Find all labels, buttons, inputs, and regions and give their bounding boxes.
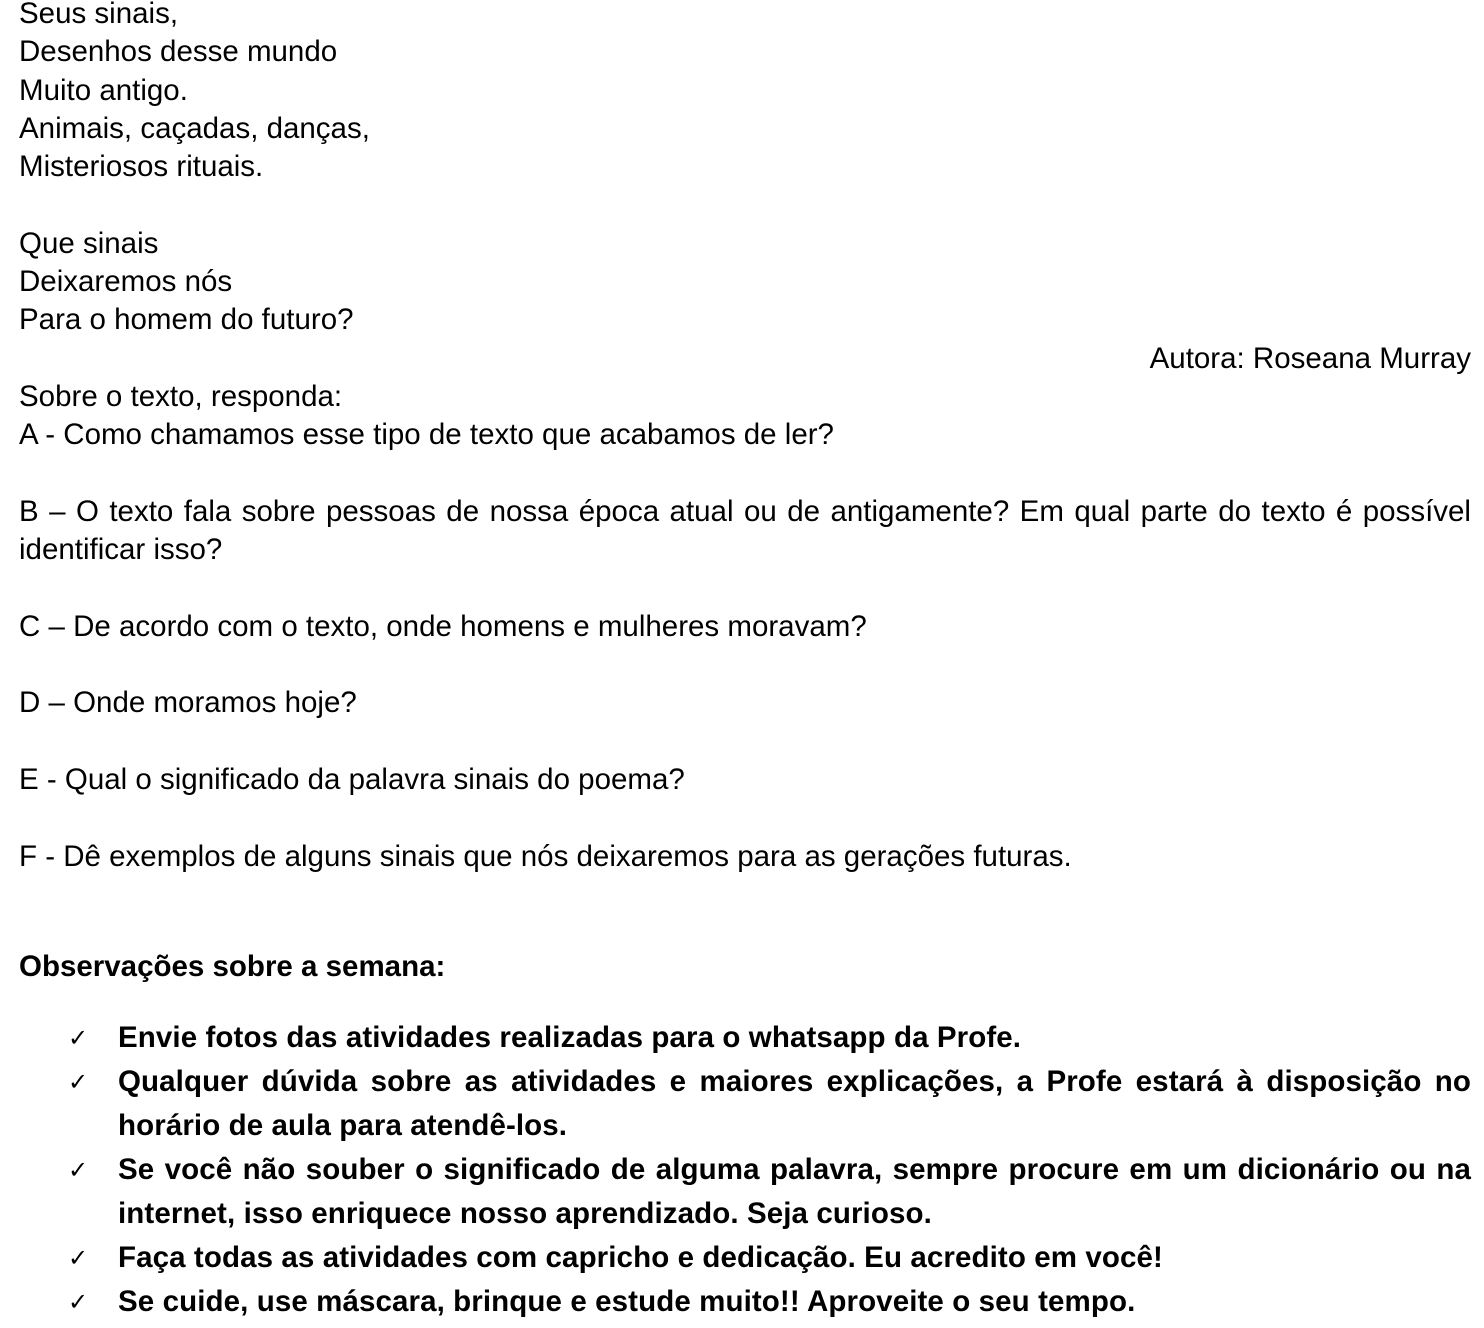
question-d: D – Onde moramos hoje? [19, 686, 357, 720]
poem-stanza-2 [19, 225, 1471, 340]
check-icon: ✓ [68, 1024, 89, 1053]
question-c: C – De acordo com o texto, onde homens e mulheres moravam? [19, 609, 867, 643]
poem-stanza-1 [19, 0, 1471, 186]
observations-list [19, 1016, 1471, 1324]
list-item-text: Se cuide, use máscara, brinque e estude muito!! Aproveite o seu tempo. [118, 1285, 1136, 1319]
poem-line: Muito antigo. [19, 73, 188, 107]
check-icon: ✓ [68, 1156, 89, 1185]
question-f: F - Dê exemplos de alguns sinais que nós deixaremos para as gerações futuras. [19, 839, 1072, 873]
poem-author: Autora: Roseana Murray [1149, 341, 1471, 375]
question-e: E - Qual o significado da palavra sinais do poema? [19, 762, 685, 796]
observations-heading: Observações sobre a semana: [19, 949, 446, 983]
list-item-text: Se você não souber o significado de alguma palavra, sempre procure em um dicionário ou na internet, isso enriquece nosso aprendizado. Seja curioso. [118, 1153, 1471, 1231]
question-a: A - Como chamamos esse tipo de texto que acabamos de ler? [19, 418, 834, 452]
poem-line: Seus sinais, [19, 0, 179, 30]
list-item [19, 1060, 1471, 1148]
list-item-text: Qualquer dúvida sobre as atividades e maiores explicações, a Profe estará à disposição no horário de aula para atendê-los. [118, 1065, 1471, 1143]
poem-line: Para o homem do futuro? [19, 303, 354, 337]
questions-intro: Sobre o texto, responda: [19, 379, 343, 413]
list-item-text: Faça todas as atividades com capricho e dedicação. Eu acredito em você! [118, 1241, 1163, 1275]
document-page [19, 0, 1471, 1324]
spacer [19, 186, 1471, 224]
check-icon: ✓ [68, 1288, 89, 1317]
question-b: B – O texto fala sobre pessoas de nossa época atual ou de antigamente? Em qual parte do texto é possível identificar isso? [19, 494, 1471, 567]
list-item [19, 1016, 1471, 1060]
poem-line: Deixaremos nós [19, 265, 233, 299]
spacer [19, 799, 1471, 837]
spacer [19, 569, 1471, 607]
check-icon: ✓ [68, 1244, 89, 1273]
list-item [19, 1280, 1471, 1324]
check-icon: ✓ [68, 1068, 89, 1097]
spacer [19, 723, 1471, 761]
list-item [19, 1148, 1471, 1236]
poem-line: Misteriosos rituais. [19, 150, 264, 184]
list-item [19, 1236, 1471, 1280]
list-item-text: Envie fotos das atividades realizadas para o whatsapp da Profe. [118, 1021, 1022, 1055]
poem-line: Desenhos desse mundo [19, 35, 338, 69]
spacer [19, 455, 1471, 493]
spacer [19, 646, 1471, 684]
poem-line: Animais, caçadas, danças, [19, 111, 370, 145]
poem-line: Que sinais [19, 226, 159, 260]
